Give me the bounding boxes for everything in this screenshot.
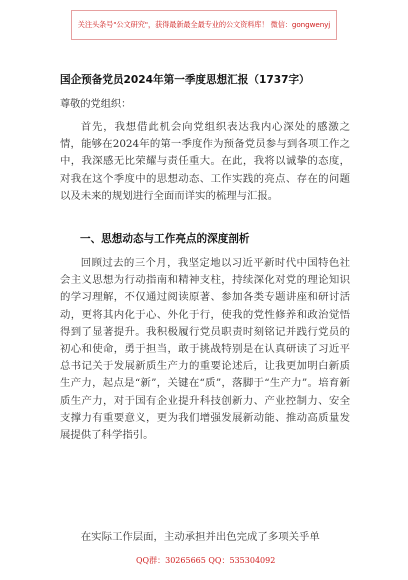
- paragraph-work: 在实际工作层面，主动承担并出色完成了多项关乎单: [80, 531, 320, 543]
- header-banner: [71, 10, 337, 40]
- footer-contact: QQ群：30265665 QQ：535304092: [136, 556, 276, 565]
- section-heading: 一、思想动态与工作亮点的深度剖析: [80, 233, 250, 245]
- paragraph-intro: 首先，我想借此机会向党组织表达我内心深处的感激之情，能够在2024年的第一季度作为预备党员参与到各项工作之中，我深感无比荣耀与责任重大。在此，我将以诚挚的态度，对我在这个季度中的思想动态、工作实践的亮点、存在的问题以及未来的规划进行全面而详实的梳理与汇报。: [60, 121, 350, 202]
- paragraph-review: 回顾过去的三个月，我坚定地以习近平新时代中国特色社会主义思想为行动指南和精神支柱，持续深化对党的理论知识的学习理解，不仅通过阅读原著、参加各类专题讲座和研讨活动，更将其内化于心、外化于行，使我的党性修养和政治觉悟得到了显著提升。我积极履行党员职责时刻铭记并践行党员的初心和使命，勇于担当，敢于挑战特别是在认真研读了习近平总书记关于发展新质生产力的重要论述后，让我更加明白新质生产力，起点是“新”，关键在“质”，落脚于“生产力”。培育新质生产力，对于国有企业提升科技创新力、产业控制力、安全支撑力有重要意义，更为我们增强发展新动能、推动高质量发展提供了科学指引。: [60, 257, 350, 442]
- document-title: 国企预备党员2024年第一季度思想汇报（1737字）: [60, 74, 310, 86]
- salutation: 尊敬的党组织：: [60, 99, 132, 110]
- banner-text: 关注头条号"公文研究"，获得最新最全最专业的公文资料库！ 微信：gongwenyj: [77, 20, 331, 29]
